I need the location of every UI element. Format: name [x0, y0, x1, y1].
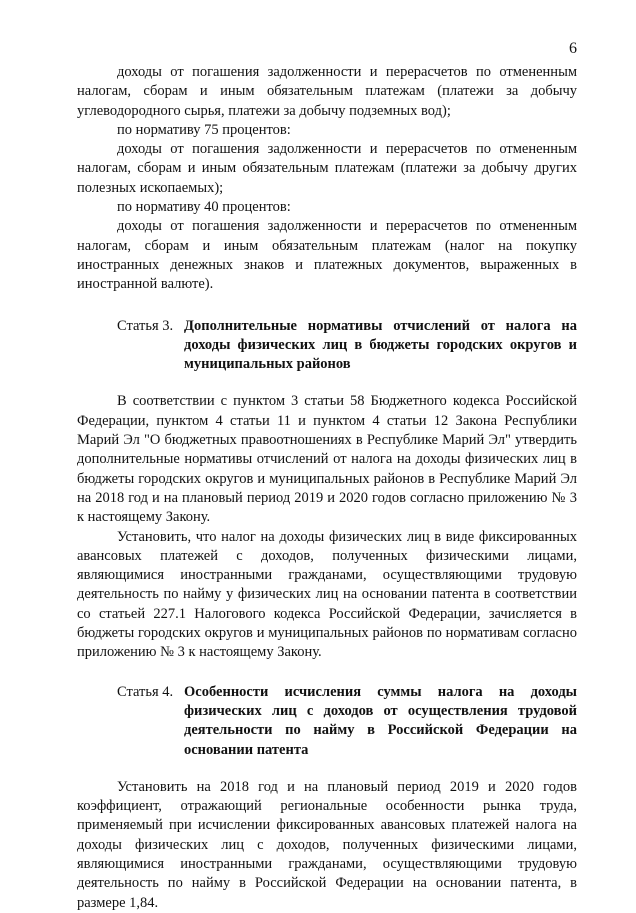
article-4-paragraph: Установить на 2018 год и на плановый период 2019 и 2020 годов коэффициент, отражающий региональные особенности рынка труда, применяемый при исчислении фиксированных авансовых платежей налога на доходы физических лиц с доходов, полученных физическими лицами, являющимися иностранными гражданами, осуществляющими трудовую деятельность по найму в Российской Федерации на основании патента, в размере 1,84. [77, 778, 577, 911]
article-4-title: Особенности исчисления суммы налога на доходы физических лиц с доходов от осуществления трудовой деятельности по найму в Российской Федерации на основании патента [184, 683, 577, 758]
intro-paragraph: по нормативу 40 процентов: [117, 199, 291, 216]
article-4-heading [77, 683, 577, 760]
intro-paragraph: доходы от погашения задолженности и перерасчетов по отмененным налогам, сборам и иным обязательным платежам (платежи за добычу углеводородного сырья, платежи за добычу подземных вод); [77, 64, 577, 119]
intro-section [77, 63, 577, 295]
article-3-label: Статья 3. [117, 317, 174, 334]
article-3-body [77, 392, 577, 662]
article-4-label: Статья 4. [117, 683, 174, 700]
document-body [77, 63, 577, 913]
article-3-paragraph: Установить, что налог на доходы физических лиц в виде фиксированных авансовых платежей с доходов, полученных физическими лицами, являющимися иностранными гражданами, осуществляющими трудовую деятельность по найму у физических лиц на основании патента в соответствии со статьей 227.1 Налогового кодекса Российской Федерации, зачисляется в бюджеты городских округов и муниципальных районов по нормативам согласно приложению № 3 к настоящему Закону. [77, 528, 577, 661]
article-3-heading [77, 317, 577, 375]
intro-paragraph: доходы от погашения задолженности и перерасчетов по отмененным налогам, сборам и иным обязательным платежам (налог на покупку иностранных денежных знаков и платежных документов, выраженных в иностранной валюте). [77, 218, 577, 293]
page-number: 6 [569, 40, 577, 57]
article-3-paragraph: В соответствии с пунктом 3 статьи 58 Бюджетного кодекса Российской Федерации, пунктом 4 статьи 11 и пунктом 4 статьи 12 Закона Республики Марий Эл "О бюджетных правоотношениях в Республике Марий Эл" утвердить дополнительные нормативы отчислений от налога на доходы физических лиц в бюджеты городских округов и муниципальных районов в Республике Марий Эл на 2018 год и на плановый период 2019 и 2020 годов согласно приложению № 3 к настоящему Закону. [77, 393, 577, 526]
intro-paragraph: доходы от погашения задолженности и перерасчетов по отмененным налогам, сборам и иным обязательным платежам (платежи за добычу других полезных ископаемых); [77, 141, 577, 196]
article-3-title: Дополнительные нормативы отчислений от налога на доходы физических лиц в бюджеты городских округов и муниципальных районов [184, 317, 577, 373]
intro-paragraph: по нормативу 75 процентов: [117, 121, 291, 138]
article-4-body [77, 778, 577, 913]
